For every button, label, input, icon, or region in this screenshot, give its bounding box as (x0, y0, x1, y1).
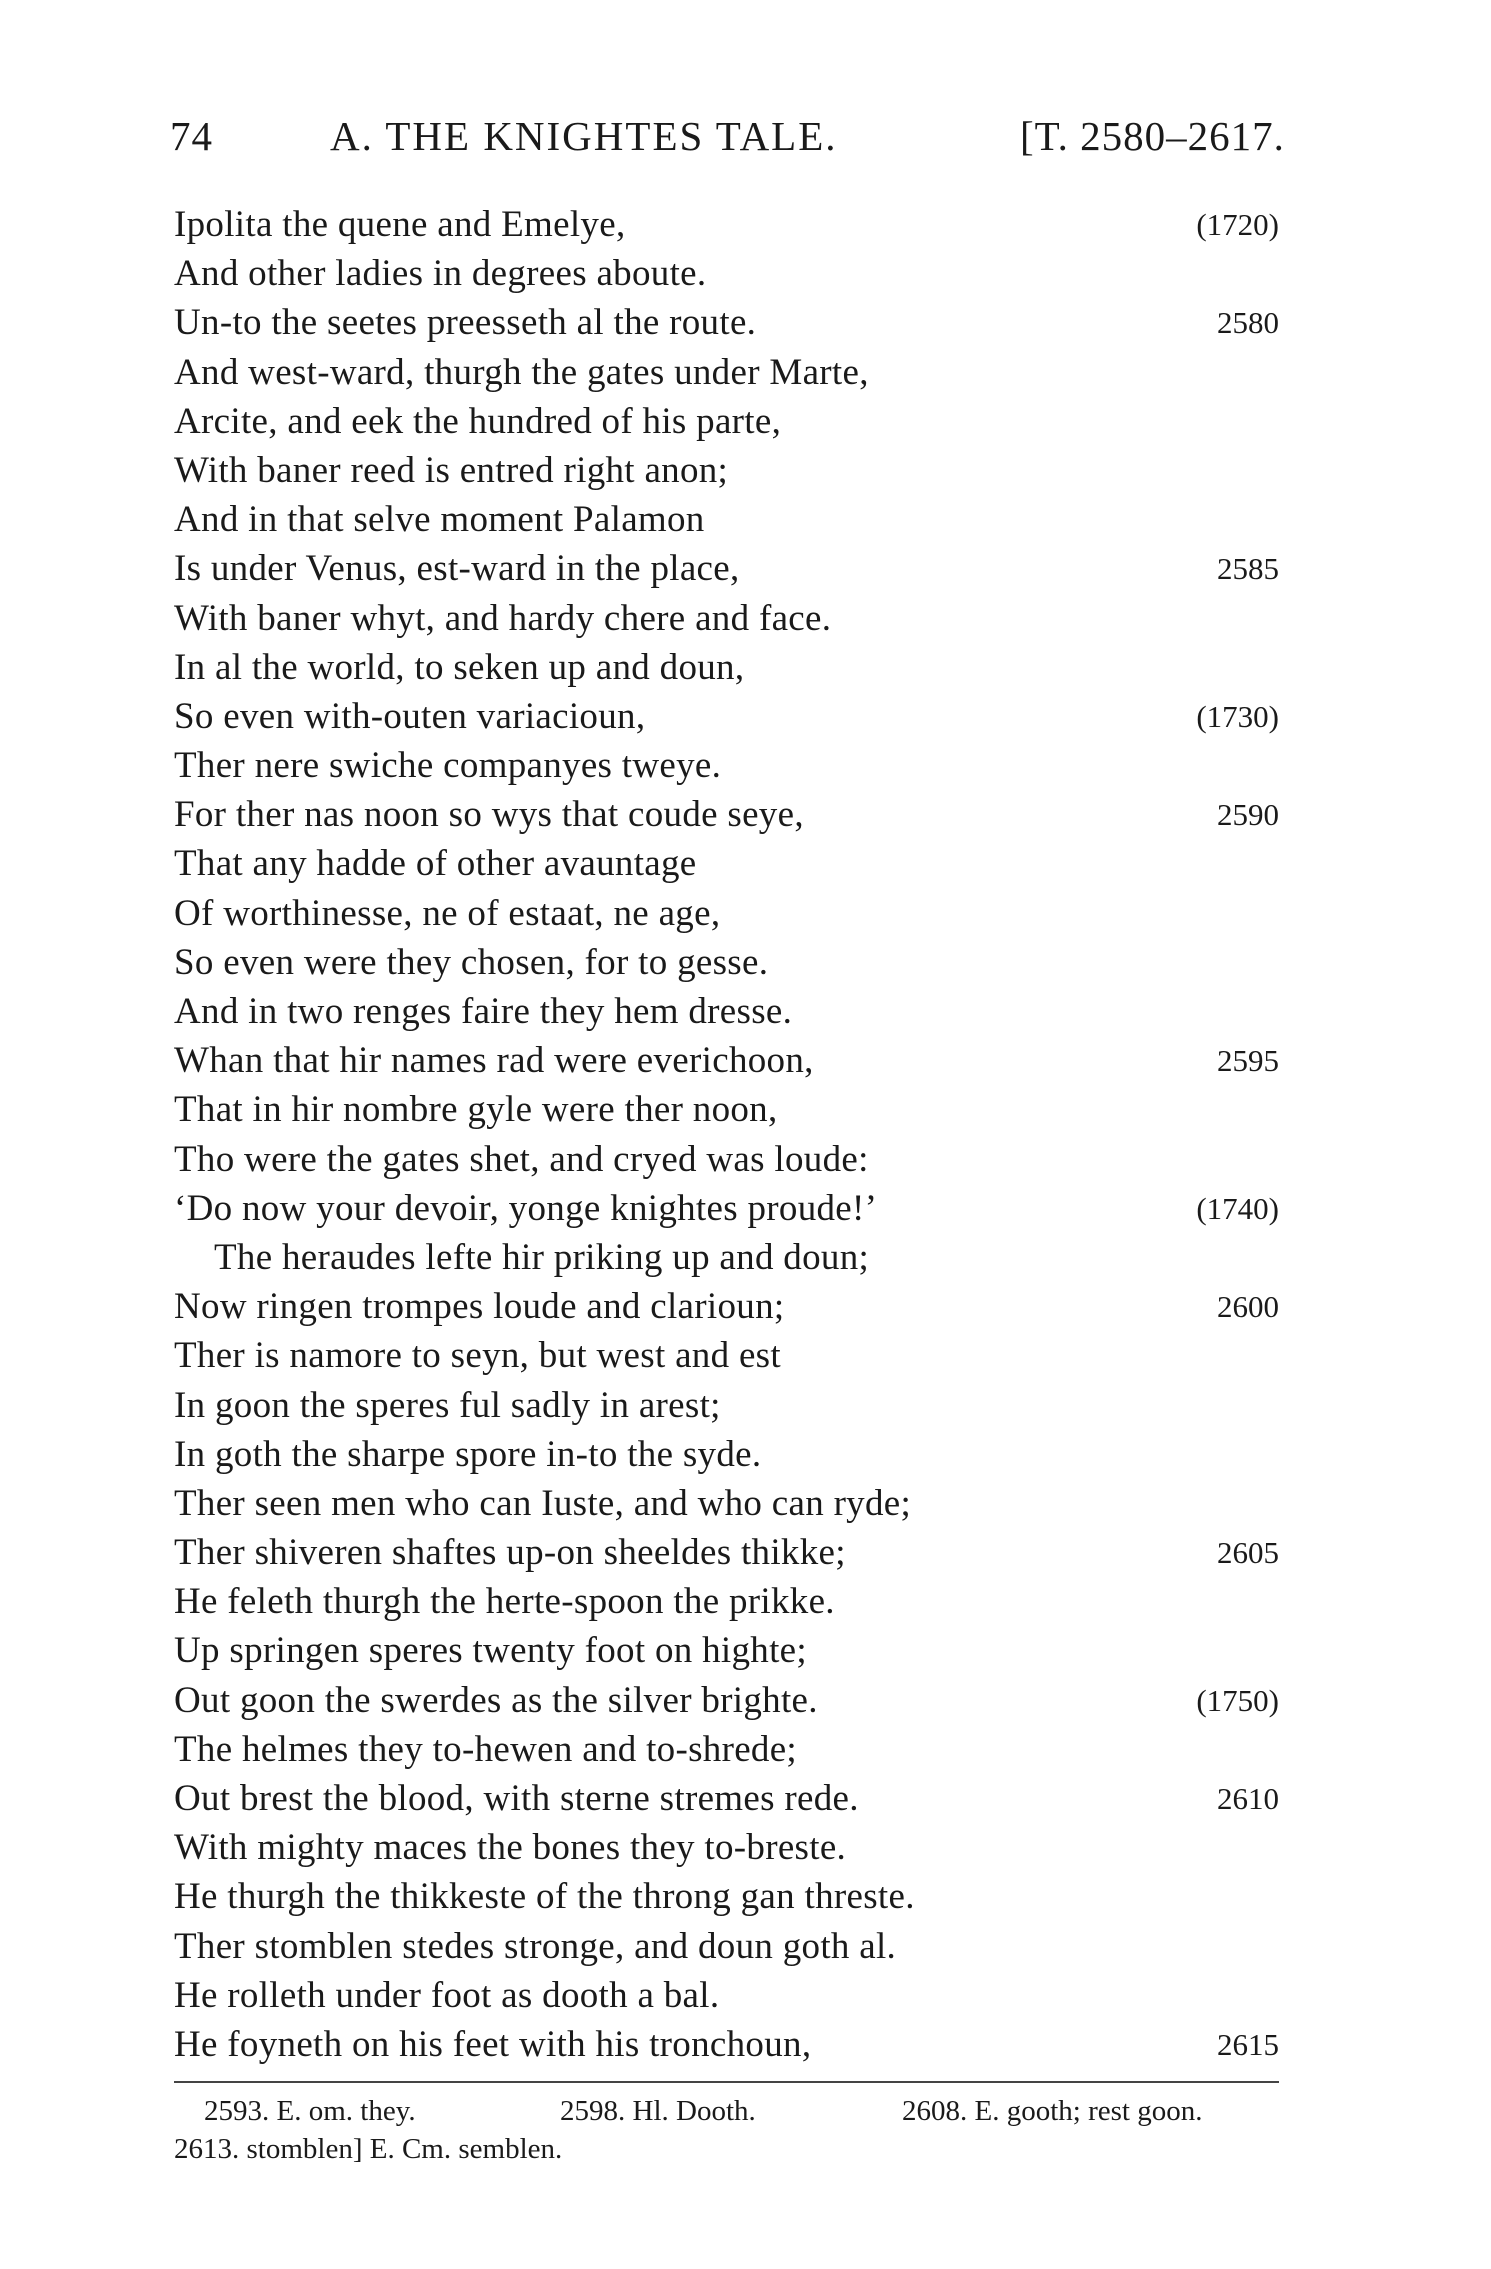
verse-block (0, 200, 1491, 2069)
verse-line (0, 1725, 1491, 1774)
verse-text: Ther stomblen stedes stronge, and doun goth al. (174, 1925, 897, 1967)
verse-text: Ther nere swiche companyes tweye. (174, 745, 722, 787)
verse-text: Un-to the seetes preesseth al the route. (174, 302, 757, 344)
verse-line (0, 544, 1491, 593)
verse-text: In goon the speres ful sadly in arest; (174, 1384, 721, 1426)
verse-text: Is under Venus, est-ward in the place, (174, 548, 740, 590)
verse-text: He foyneth on his feet with his tronchoun, (174, 2023, 812, 2065)
verse-text: He rolleth under foot as dooth a bal. (174, 1974, 720, 2016)
verse-line (0, 1331, 1491, 1380)
verse-line (0, 643, 1491, 692)
line-number: (1750) (1196, 1682, 1279, 1718)
line-number: 2585 (1217, 551, 1279, 587)
verse-text: Now ringen trompes loude and clarioun; (174, 1286, 785, 1328)
verse-line (0, 249, 1491, 298)
verse-line (0, 1479, 1491, 1528)
verse-line (0, 1774, 1491, 1823)
verse-line (0, 839, 1491, 888)
footnotes (174, 2092, 1284, 2168)
verse-text: Ther is namore to seyn, but west and est (174, 1335, 781, 1377)
verse-line (0, 1135, 1491, 1184)
verse-text: That any hadde of other avauntage (174, 843, 697, 885)
verse-line (0, 1823, 1491, 1872)
verse-line (0, 2020, 1491, 2069)
verse-text: The heraudes lefte hir priking up and doun; (214, 1236, 870, 1278)
verse-text: That in hir nombre gyle were ther noon, (174, 1089, 778, 1131)
line-number: 2580 (1217, 305, 1279, 341)
verse-text: Tho were the gates shet, and cryed was loude: (174, 1138, 869, 1180)
footnote: 2593. E. om. they. (204, 2095, 416, 2127)
verse-line (0, 1922, 1491, 1971)
running-title: A. THE KNIGHTES TALE. (330, 113, 838, 159)
verse-text: And other ladies in degrees aboute. (174, 253, 707, 295)
verse-line (0, 1528, 1491, 1577)
verse-text: And in that selve moment Palamon (174, 499, 705, 541)
verse-line (0, 1036, 1491, 1085)
verse-line (0, 692, 1491, 741)
verse-line (0, 1233, 1491, 1282)
verse-line (0, 1872, 1491, 1921)
page-number: 74 (170, 113, 213, 159)
line-number: (1730) (1196, 698, 1279, 734)
verse-line (0, 298, 1491, 347)
verse-text: Up springen speres twenty foot on highte; (174, 1630, 807, 1672)
verse-line (0, 397, 1491, 446)
verse-text: So even with-outen variacioun, (174, 695, 646, 737)
verse-text: And in two renges faire they hem dresse. (174, 991, 793, 1032)
verse-text: Ther seen men who can Iuste, and who can ryde; (174, 1482, 912, 1524)
verse-line (0, 987, 1491, 1036)
verse-text: With mighty maces the bones they to-breste. (174, 1827, 847, 1869)
verse-line (0, 348, 1491, 397)
verse-line (0, 1676, 1491, 1725)
line-number: 2605 (1217, 1535, 1279, 1571)
footnote-line (174, 2130, 1284, 2168)
line-range: [T. 2580–2617. (1020, 113, 1285, 159)
verse-line (0, 1381, 1491, 1430)
footnote-rule (174, 2081, 1279, 2083)
line-number: 2610 (1217, 1781, 1279, 1816)
line-number: 2600 (1217, 1289, 1279, 1325)
verse-line (0, 1085, 1491, 1134)
verse-text: The helmes they to-hewen and to-shrede; (174, 1728, 798, 1770)
verse-line (0, 741, 1491, 790)
verse-text: He feleth thurgh the herte-spoon the prikke. (174, 1581, 835, 1623)
line-number: (1740) (1196, 1190, 1279, 1226)
running-head (170, 112, 1300, 172)
verse-text: Whan that hir names rad were everichoon, (174, 1040, 814, 1082)
verse-text: Ipolita the quene and Emelye, (174, 204, 626, 245)
verse-text: Of worthinesse, ne of estaat, ne age, (174, 892, 721, 934)
verse-line (0, 889, 1491, 938)
verse-line (0, 200, 1491, 249)
line-number: 2615 (1217, 2026, 1279, 2062)
line-number: 2595 (1217, 1043, 1279, 1079)
verse-text: In al the world, to seken up and doun, (174, 646, 745, 688)
footnote-line (174, 2092, 1284, 2130)
footnote: 2598. Hl. Dooth. (560, 2095, 756, 2127)
verse-text: With baner reed is entred right anon; (174, 449, 729, 491)
footnote: 2608. E. gooth; rest goon. (902, 2095, 1203, 2127)
verse-line (0, 1971, 1491, 2020)
verse-line (0, 938, 1491, 987)
line-number: (1720) (1196, 207, 1279, 242)
verse-text: Out brest the blood, with sterne stremes rede. (174, 1778, 859, 1819)
verse-line (0, 1626, 1491, 1675)
verse-text: Ther shiveren shaftes up-on sheeldes thikke; (174, 1532, 846, 1574)
verse-line (0, 1184, 1491, 1233)
verse-line (0, 1430, 1491, 1479)
verse-text: Arcite, and eek the hundred of his parte, (174, 400, 782, 442)
verse-line (0, 594, 1491, 643)
verse-text: So even were they chosen, for to gesse. (174, 941, 769, 983)
verse-text: And west-ward, thurgh the gates under Marte, (174, 351, 869, 393)
verse-text: Out goon the swerdes as the silver brighte. (174, 1679, 818, 1721)
verse-line (0, 1577, 1491, 1626)
verse-line (0, 446, 1491, 495)
line-number: 2590 (1217, 797, 1279, 833)
verse-text: In goth the sharpe spore in-to the syde. (174, 1433, 762, 1475)
verse-text: For ther nas noon so wys that coude seye, (174, 794, 804, 836)
verse-line (0, 1282, 1491, 1331)
verse-text: ‘Do now your devoir, yonge knightes proude!’ (174, 1187, 878, 1229)
verse-line (0, 495, 1491, 544)
verse-text: With baner whyt, and hardy chere and face. (174, 597, 832, 639)
verse-line (0, 790, 1491, 839)
footnote: 2613. stomblen] E. Cm. semblen. (174, 2133, 563, 2165)
verse-text: He thurgh the thikkeste of the throng gan threste. (174, 1876, 915, 1918)
